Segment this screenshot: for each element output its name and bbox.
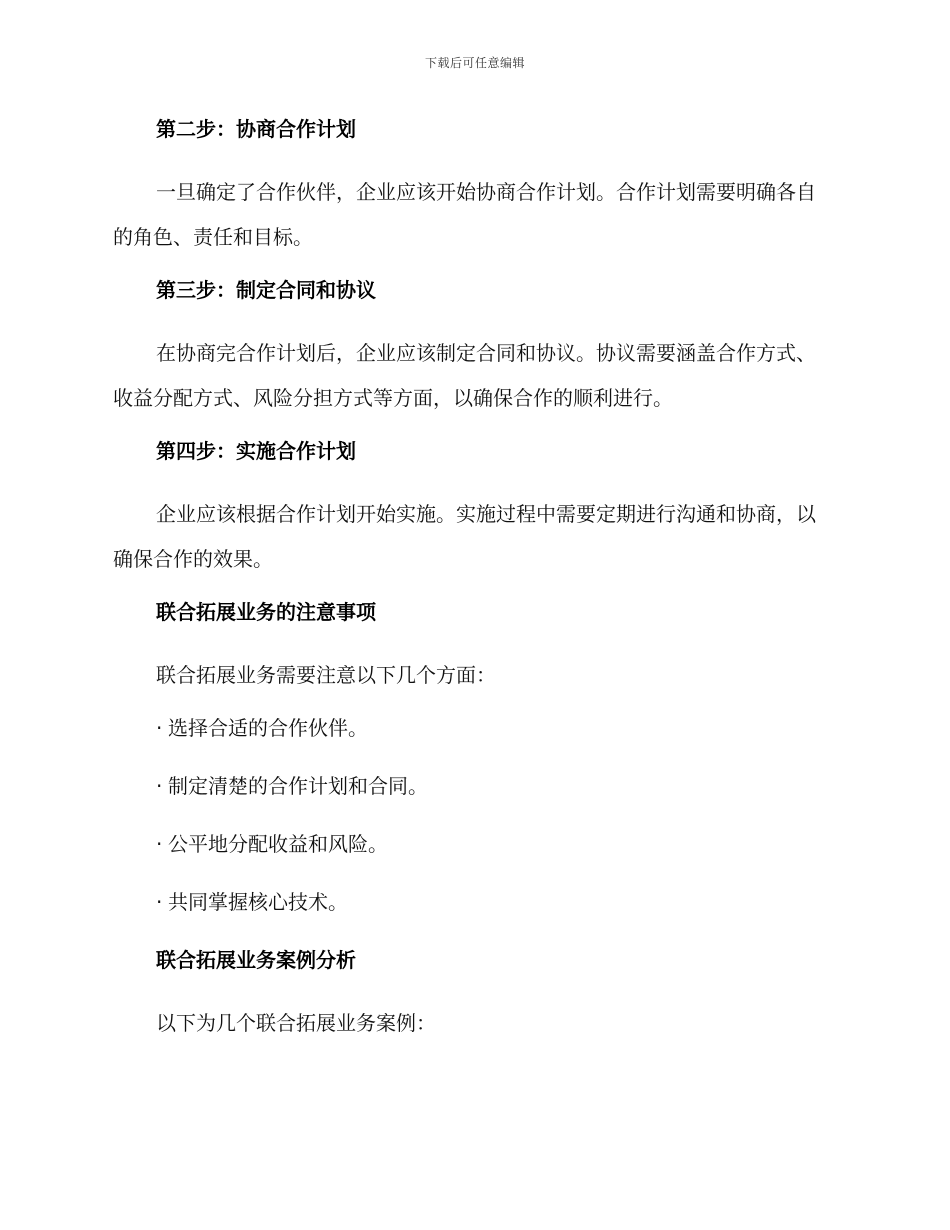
bullet-dot: · xyxy=(156,716,163,740)
section-heading-step-four: 第四步：实施合作计划 xyxy=(156,439,356,463)
paragraph-step-three: 在协商完合作计划后，企业应该制定合同和协议。协议需要涵盖合作方式、收益分配方式、风险分担方式等方面，以确保合作的顺利进行。 xyxy=(113,341,816,410)
bullet-dot: · xyxy=(156,890,163,914)
document-body xyxy=(113,112,835,1059)
bullet-item xyxy=(113,885,835,919)
paragraph-notes-intro: 联合拓展业务需要注意以下几个方面： xyxy=(156,663,496,687)
bullet-text: 共同掌握核心技术。 xyxy=(168,890,348,914)
bullet-item xyxy=(113,711,835,745)
bullet-text: 公平地分配收益和风险。 xyxy=(168,832,388,856)
bullet-item xyxy=(113,769,835,803)
header-note: 下载后可任意编辑 xyxy=(424,56,525,70)
paragraph-case-intro: 以下为几个联合拓展业务案例： xyxy=(156,1011,436,1035)
bullet-text: 选择合适的合作伙伴。 xyxy=(168,716,368,740)
bullet-dot: · xyxy=(156,774,163,798)
bullet-text: 制定清楚的合作计划和合同。 xyxy=(168,774,428,798)
bullet-dot: · xyxy=(156,832,163,856)
section-heading-case-analysis: 联合拓展业务案例分析 xyxy=(156,948,356,972)
section-heading-notes: 联合拓展业务的注意事项 xyxy=(156,600,376,624)
paragraph-step-four: 企业应该根据合作计划开始实施。实施过程中需要定期进行沟通和协商，以确保合作的效果。 xyxy=(113,502,816,571)
paragraph-step-two: 一旦确定了合作伙伴，企业应该开始协商合作计划。合作计划需要明确各自的角色、责任和目标。 xyxy=(113,180,816,249)
section-heading-step-two: 第二步：协商合作计划 xyxy=(156,117,356,141)
section-heading-step-three: 第三步：制定合同和协议 xyxy=(156,278,376,302)
bullet-item xyxy=(113,827,835,861)
